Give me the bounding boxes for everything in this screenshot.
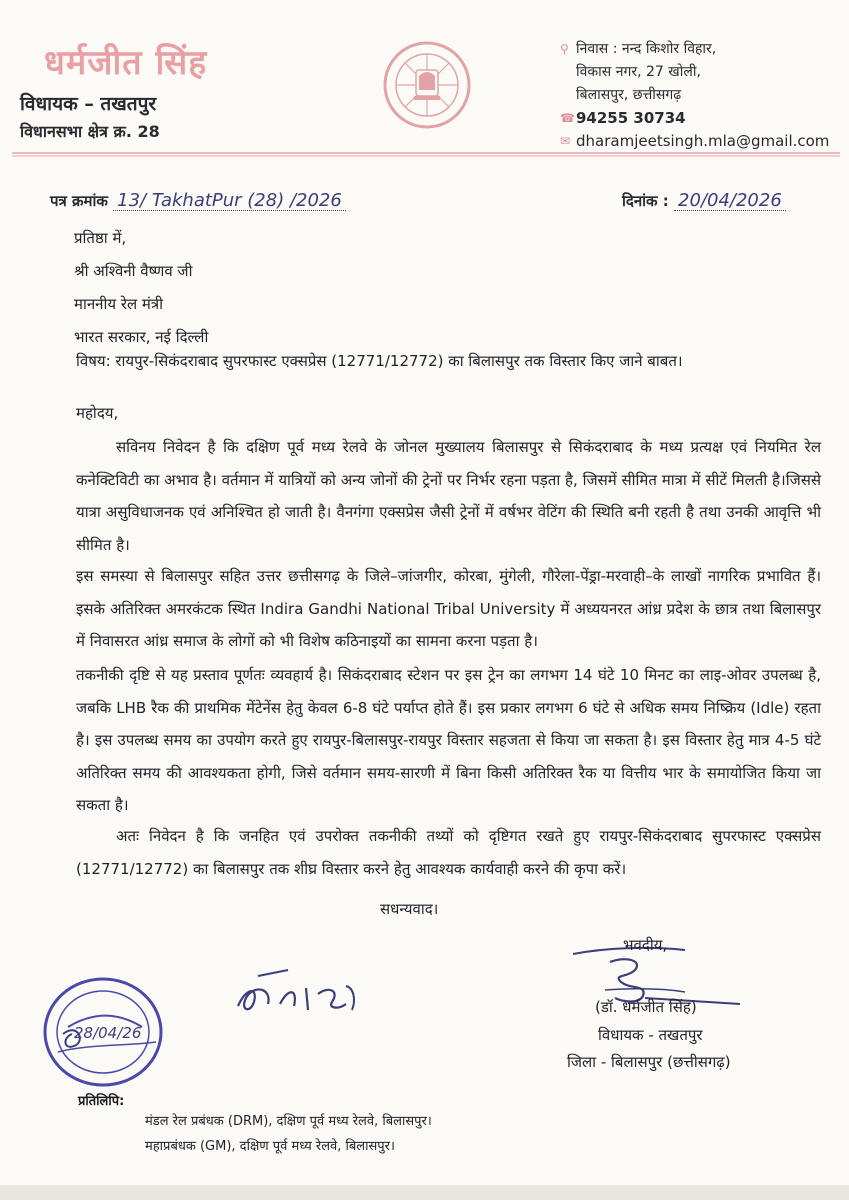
recipient-line-1: प्रतिष्ठा में, <box>74 229 127 247</box>
page-bottom-edge <box>0 1185 849 1200</box>
email-address: dharamjeetsingh.mla@gmail.com <box>576 132 830 150</box>
salutation: महोदय, <box>76 404 119 422</box>
reference-value: 13/ TakhatPur (28) /2026 <box>117 190 342 211</box>
address-line-1: निवास : नन्द किशोर विहार, <box>576 41 717 57</box>
phone-number: 94255 30734 <box>576 109 686 127</box>
received-stamp <box>38 972 168 1092</box>
letterhead-name: धर्मजीत सिंह <box>44 43 208 83</box>
letterhead-role: विधायक – तखतपुर <box>20 93 157 115</box>
contact-block <box>560 38 829 153</box>
recipient-line-4: भारत सरकार, नई दिल्ली <box>74 328 209 346</box>
date-value: 20/04/2026 <box>678 190 782 211</box>
signer-name: (डॉ. धर्मजीत सिंह) <box>595 998 697 1016</box>
signer-role: विधायक - तखतपुर <box>598 1026 703 1044</box>
letter-date <box>622 190 786 211</box>
signer-district: जिला - बिलासपुर (छत्तीसगढ़) <box>567 1053 731 1071</box>
phone-icon: ☎ <box>560 111 575 125</box>
subject-line: विषय: रायपुर-सिकंदराबाद सुपरफास्ट एक्सप्रेस (12771/12772) का बिलासपुर तक विस्तार किए जाने बाबत। <box>76 352 683 370</box>
recipient-address <box>74 222 208 354</box>
location-pin-icon: ⚲ <box>560 42 569 56</box>
date-label: दिनांक : <box>622 192 669 210</box>
email-icon: ✉ <box>560 134 571 148</box>
paragraph-3: तकनीकी दृष्टि से यह प्रस्ताव पूर्णतः व्यवहार्य है। सिकंदराबाद स्टेशन पर इस ट्रेन का लगभग 14 घंटे 10 मिनट का लाइ-ओवर उपलब्ध है, जबकि LHB रैक की प्राथमिक मेंटेनेंस हेतु केवल 6-8 घंटे पर्याप्त होते हैं। इस प्रकार लगभग 6 घंटे से अधिक समय निष्क्रिय (Idle) रहता है। इस उपलब्ध समय का उपयोग करते हुए रायपुर-बिलासपुर-रायपुर विस्तार सहजता से किया जा सकता है। इस विस्तार हेतु मात्र 4-5 घंटे अतिरिक्त समय की आवश्यकता होगी, जिसे वर्तमान समय-सारणी में बिना किसी अतिरिक्त रैक या वित्तीय भार के समायोजित किया जा सकता है। <box>76 666 821 814</box>
stamp-date: 28/04/26 <box>74 1024 142 1042</box>
recipient-line-3: माननीय रेल मंत्री <box>74 295 164 313</box>
thanks-line: सधन्यवाद। <box>380 900 439 918</box>
reference-label: पत्र क्रमांक <box>50 192 108 210</box>
paragraph-1: सविनय निवेदन है कि दक्षिण पूर्व मध्य रेलवे के जोनल मुख्यालय बिलासपुर से सिकंदराबाद के मध्य प्रत्यक्ष एवं नियमित रेल कनेक्टिविटी का अभाव है। वर्तमान में यात्रियों को अन्य जोनों की ट्रेनों पर निर्भर रहना पड़ता है, जिसमें सीमित मात्रा में सीटें मिलती है।जिससे यात्रा असुविधाजनक एवं अनिश्चित हो जाती है। वैनगंगा एक्सप्रेस जैसी ट्रेनों में वर्षभर वेटिंग की स्थिति बनी रहती है तथा उनकी आवृत्ति भी सीमित है। <box>76 438 821 554</box>
address-line-3: बिलासपुर, छत्तीसगढ़ <box>576 87 682 103</box>
recipient-line-2: श्री अश्विनी वैष्णव जी <box>74 262 193 280</box>
letterhead-divider <box>12 152 840 157</box>
copy-to-line-2: महाप्रबंधक (GM), दक्षिण पूर्व मध्य रेलवे, बिलासपुर। <box>145 1139 395 1154</box>
address-line-2: विकास नगर, 27 खोली, <box>576 64 701 80</box>
reference-number <box>50 190 346 211</box>
letterhead-constituency: विधानसभा क्षेत्र क्र. 28 <box>20 122 160 141</box>
copy-to-line-1: मंडल रेल प्रबंधक (DRM), दक्षिण पूर्व मध्य रेलवे, बिलासपुर। <box>145 1114 432 1129</box>
assembly-emblem-icon <box>382 40 472 130</box>
copy-to-title: प्रतिलिपि: <box>78 1094 125 1109</box>
paragraph-4: अतः निवेदन है कि जनहित एवं उपरोक्त तकनीकी तथ्यों को दृष्टिगत रखते हुए रायपुर-सिकंदराबाद सुपरफास्ट एक्सप्रेस (12771/12772) का बिलासपुर तक शीघ्र विस्तार करने हेतु आवश्यक कार्यवाही करने की कृपा करें। <box>76 827 821 878</box>
handwritten-initials <box>228 958 378 1028</box>
closing-regards: भवदीय, <box>623 936 668 954</box>
paragraph-2: इस समस्या से बिलासपुर सहित उत्तर छत्तीसगढ़ के जिले–जांजगीर, कोरबा, मुंगेली, गौरेला-पेंड्रा-मरवाही–के लाखों नागरिक प्रभावित हैं। इसके अतिरिक्त अमरकंटक स्थित Indira Gandhi National Tribal University में अध्ययनरत आंध्र प्रदेश के छात्र तथा बिलासपुर में निवासरत आंध्र समाज के लोगों को भी विशेष कठिनाइयों का सामना करना पड़ता है। <box>76 567 821 650</box>
